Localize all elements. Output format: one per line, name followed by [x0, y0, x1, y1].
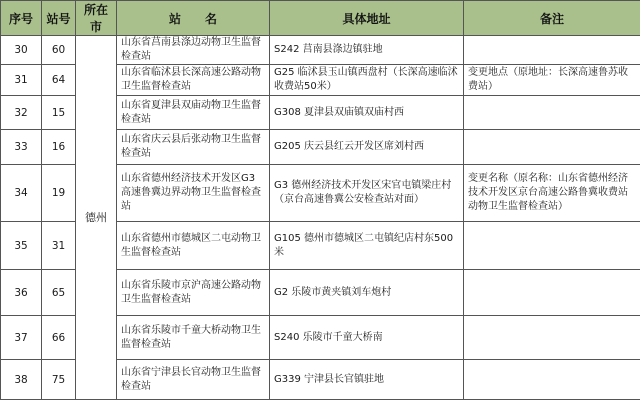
note-cell [464, 130, 640, 165]
address-cell: G3 德州经济技术开发区宋官屯镇梁庄村（京台高速鲁冀公安检查站对面） [270, 165, 464, 222]
header-note: 备注 [464, 1, 640, 36]
station-no-cell: 16 [42, 130, 76, 165]
address-cell: G339 宁津县长官镇驻地 [270, 360, 464, 400]
header-address: 具体地址 [270, 1, 464, 36]
station-name-cell: 山东省莒南县涤边动物卫生监督检查站 [117, 36, 270, 65]
station-no-cell: 19 [42, 165, 76, 222]
seq-cell: 33 [1, 130, 42, 165]
note-cell [464, 360, 640, 400]
seq-cell: 37 [1, 316, 42, 360]
header-city: 所在市 [76, 1, 117, 36]
address-cell: G25 临沭县玉山镇西盘村（长深高速临沭收费站50米） [270, 65, 464, 96]
station-no-cell: 64 [42, 65, 76, 96]
station-no-cell: 66 [42, 316, 76, 360]
station-no-cell: 31 [42, 222, 76, 270]
station-no-cell: 15 [42, 96, 76, 130]
seq-cell: 32 [1, 96, 42, 130]
address-cell: G105 德州市德城区二屯镇纪店村东500米 [270, 222, 464, 270]
seq-cell: 36 [1, 270, 42, 316]
address-cell: G205 庆云县红云开发区席刘村西 [270, 130, 464, 165]
header-row [1, 1, 640, 36]
station-name-cell: 山东省乐陵市京沪高速公路动物卫生监督检查站 [117, 270, 270, 316]
station-name-cell: 山东省乐陵市千童大桥动物卫生监督检查站 [117, 316, 270, 360]
note-cell: 变更地点（原地址：长深高速鲁苏收费站） [464, 65, 640, 96]
station-name-cell: 山东省宁津县长官动物卫生监督检查站 [117, 360, 270, 400]
station-name-cell: 山东省临沭县长深高速公路动物卫生监督检查站 [117, 65, 270, 96]
station-name-cell: 山东省德州经济技术开发区G3高速鲁冀边界动物卫生监督检查站 [117, 165, 270, 222]
station-no-cell: 60 [42, 36, 76, 65]
seq-cell: 31 [1, 65, 42, 96]
station-name-cell: 山东省庆云县后张动物卫生监督检查站 [117, 130, 270, 165]
note-cell: 变更名称（原名称：山东省德州经济技术开发区京台高速公路鲁冀收费站动物卫生监督检查站） [464, 165, 640, 222]
station-no-cell: 65 [42, 270, 76, 316]
note-cell [464, 36, 640, 65]
header-station-no: 站号 [42, 1, 76, 36]
note-cell [464, 270, 640, 316]
header-station-name: 站 名 [117, 1, 270, 36]
city-cell: 德州 [76, 36, 117, 400]
seq-cell: 34 [1, 165, 42, 222]
note-cell [464, 96, 640, 130]
seq-cell: 30 [1, 36, 42, 65]
note-cell [464, 316, 640, 360]
seq-cell: 35 [1, 222, 42, 270]
address-cell: G308 夏津县双庙镇双庙村西 [270, 96, 464, 130]
header-seq: 序号 [1, 1, 42, 36]
table-row [1, 36, 640, 65]
station-name-cell: 山东省夏津县双庙动物卫生监督检查站 [117, 96, 270, 130]
seq-cell: 38 [1, 360, 42, 400]
address-cell: S240 乐陵市千童大桥南 [270, 316, 464, 360]
note-cell [464, 222, 640, 270]
station-no-cell: 75 [42, 360, 76, 400]
address-cell: G2 乐陵市黄夹镇刘车炮村 [270, 270, 464, 316]
address-cell: S242 莒南县涤边镇驻地 [270, 36, 464, 65]
station-name-cell: 山东省德州市德城区二屯动物卫生监督检查站 [117, 222, 270, 270]
